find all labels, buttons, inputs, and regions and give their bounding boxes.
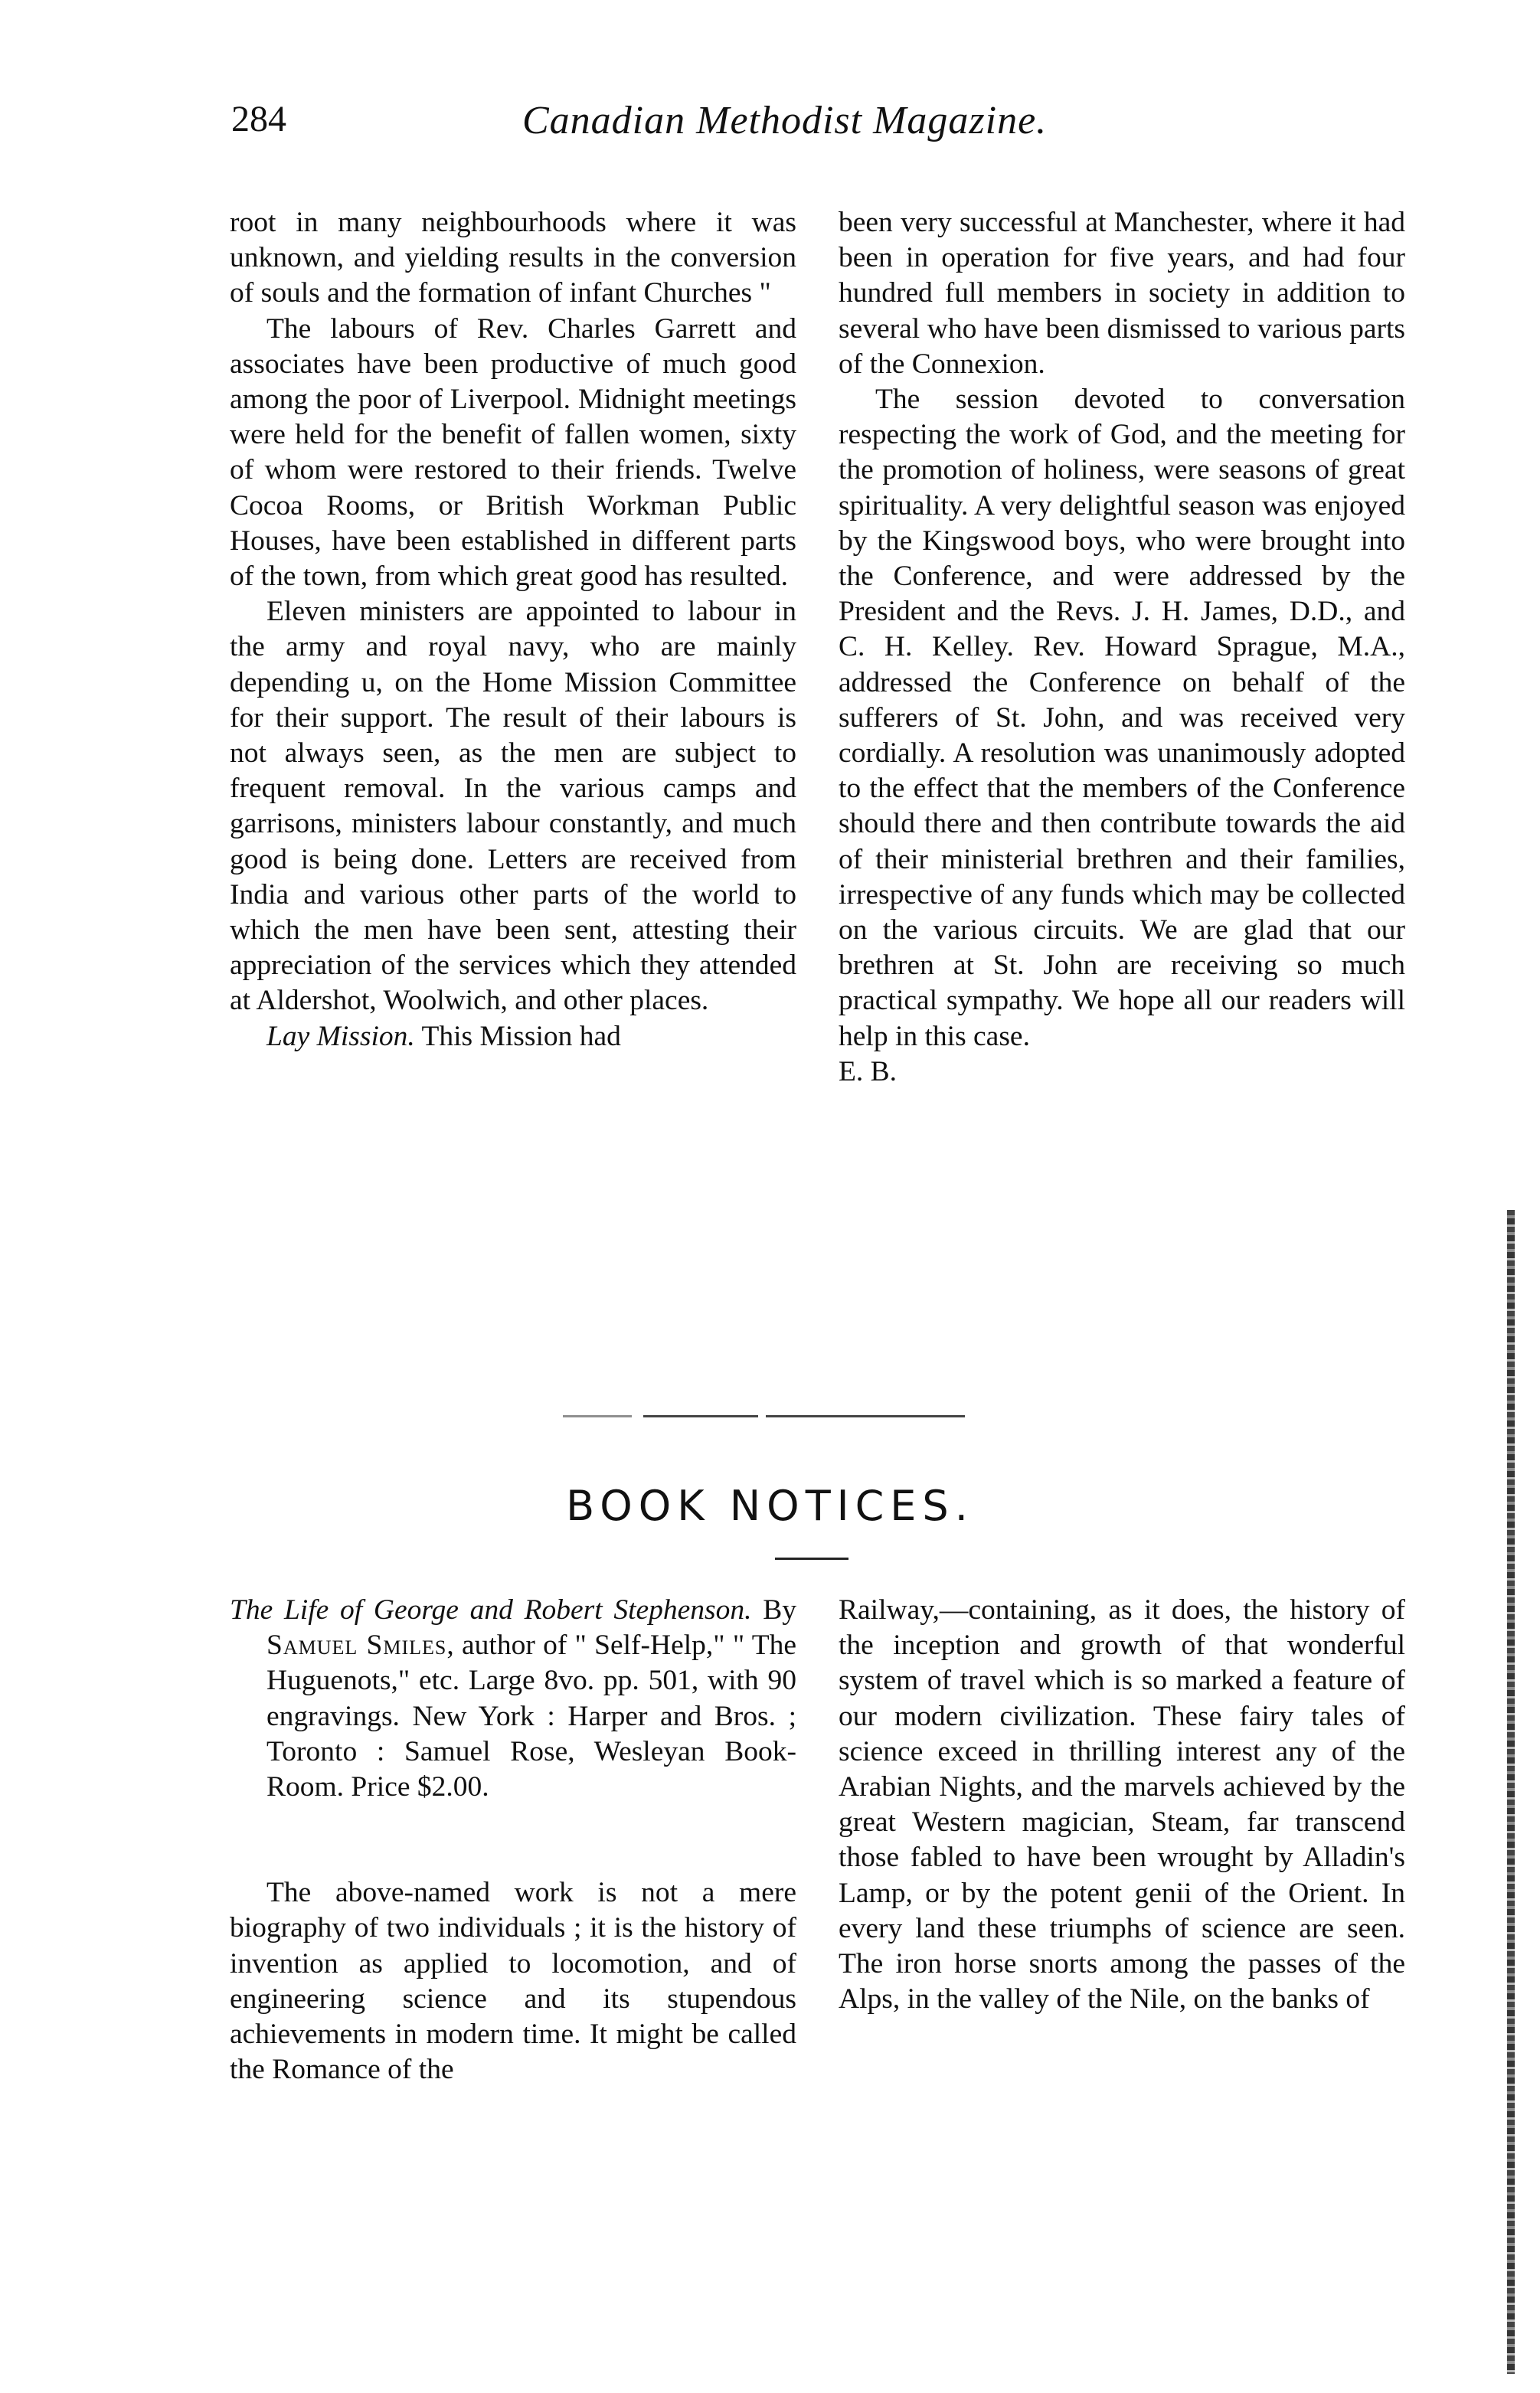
book-notice-right-column	[839, 1593, 1405, 2017]
page-number: 284	[231, 99, 286, 139]
page-edge-scan-artifact	[1507, 1210, 1515, 2374]
paragraph-lay-mission	[230, 1019, 796, 1054]
paragraph-text: This Mission had	[414, 1020, 621, 1052]
review-paragraph: Railway,—containing, as it does, the history of the inception and growth of that wonderful system of travel which is so marked a feature of our modern civilization. These fairy tales of science exceed in thrilling interest any of the Arabian Nights, and the marvels achieved by the great Western magician, Steam, far transcend those fabled to have been wrought by Alladin's Lamp, or by the potent genii of the Orient. In every land these triumphs of science are seen. The iron horse snorts among the passes of the Alps, in the valley of the Nile, on the banks of	[839, 1594, 1405, 2015]
book-notices-heading: BOOK NOTICES.	[566, 1482, 974, 1530]
book-title: The Life of George and Robert Stephenson.	[230, 1594, 752, 1626]
section-divider-right	[766, 1415, 965, 1417]
paragraph: root in many neighbourhoods where it was unknown, and yielding results in the conversion of souls and the formation of infant Churches "	[230, 207, 796, 309]
section-divider-left	[563, 1415, 632, 1417]
page-header	[222, 98, 1355, 159]
citation-by: By	[751, 1594, 796, 1626]
paragraph: The labours of Rev. Charles Garrett and associates have been productive of much good among the poor of Liverpool. Midnight meetings were held for the benefit of fallen women, sixty of whom were restored to their friends. Twelve Cocoa Rooms, or British Workman Public Houses, have been established in different parts of the town, from which great good has resulted.	[230, 312, 796, 593]
section-divider-center	[643, 1415, 758, 1417]
author-signature: E. B.	[839, 1055, 898, 1087]
running-title: Canadian Methodist Magazine.	[522, 99, 1048, 142]
paragraph: The session devoted to conversation respecting the work of God, and the meeting for the promotion of holiness, were seasons of great spirituality. A very delightful season was enjoyed by the Kingswood boys, who were brought into the Conference, and were addressed by the President and the Revs. J. H. James, D.D., and C. H. Kelley. Rev. Howard Sprague, M.A., addressed the Conference on behalf of the sufferers of St. John, and was received very cordially. A resolution was unanimously adopted to the effect that the members of the Conference should there and then contribute towards the aid of their ministerial brethren and their families, irrespective of any funds which may be collected on the various circuits. We are glad that our brethren at St. John are receiving so much practical sympathy. We hope all our readers will help in this case.	[839, 384, 1405, 1052]
paragraph: been very successful at Manchester, where it had been in operation for five years, and had four hundred full members in society in addition to several who have been dismissed to various parts of the Connexion.	[839, 207, 1405, 380]
review-paragraph: The above-named work is not a mere biography of two individuals ; it is the history of invention as applied to locomotion, and of engineering science and its stupendous achievements in modern time. It might be called the Romance of the	[230, 1877, 796, 2086]
article-right-column	[839, 205, 1405, 1090]
heading-rule	[775, 1558, 848, 1560]
book-citation	[230, 1593, 796, 1805]
book-notice-left-column	[230, 1593, 796, 2087]
lay-mission-label: Lay Mission.	[266, 1020, 415, 1052]
book-author: Samuel Smiles	[266, 1630, 447, 1662]
citation-details: , author of " Self-Help," " The Huguenots," etc. Large 8vo. pp. 501, with 90 engravings. New York : Harper and Bros. ; Toronto : Samuel Rose, Wesleyan Book-Room. Price $2.00.	[266, 1630, 797, 1803]
paragraph: Eleven ministers are appointed to labour in the army and royal navy, who are mainly depending u, on the Home Mission Committee for their support. The result of their labours is not always seen, as the men are subject to frequent removal. In the various camps and garrisons, ministers labour constantly, and much good is being done. Letters are received from India and various other parts of the world to which the men have been sent, attesting their appreciation of the services which they attended at Aldershot, Woolwich, and other places.	[230, 596, 796, 1017]
article-left-column	[230, 205, 796, 1054]
